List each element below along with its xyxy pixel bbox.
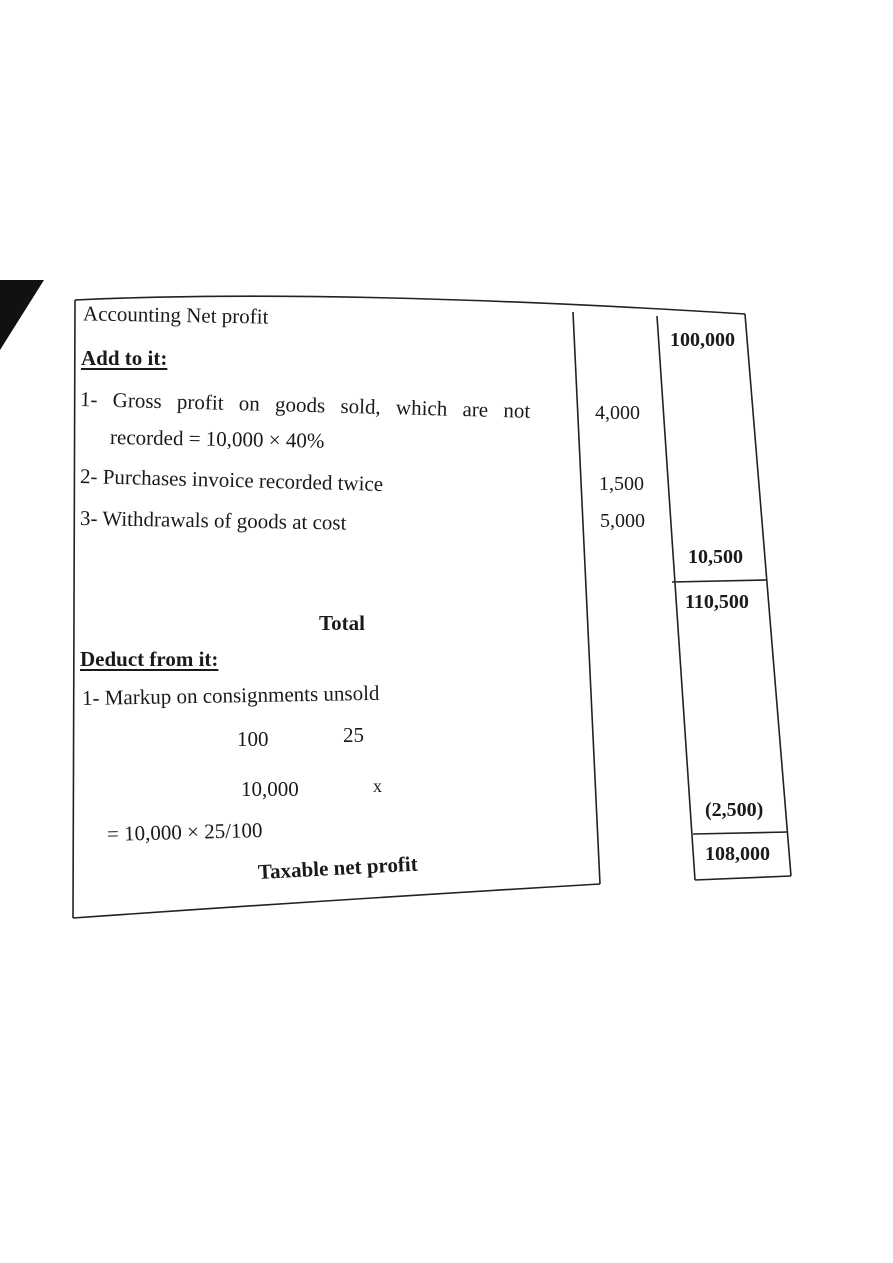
deduct-item-1-label: 1- Markup on consignments unsold — [81, 680, 380, 710]
add-item-2-label: 2- Purchases invoice recorded twice — [79, 464, 384, 496]
heading-amount: 100,000 — [670, 329, 735, 351]
add-subtotal: 10,500 — [688, 546, 743, 568]
result-amount: 108,000 — [705, 843, 770, 865]
add-item-1-amount: 4,000 — [595, 402, 640, 424]
calc-times-sign: x — [373, 776, 382, 796]
add-section-title: Add to it: — [81, 346, 168, 370]
deduct-section-title: Deduct from it: — [80, 647, 219, 671]
calc-numerator-100: 100 — [237, 727, 269, 751]
total-label: Total — [319, 611, 365, 635]
total-amount: 110,500 — [685, 591, 749, 613]
add-item-3-amount: 5,000 — [600, 510, 645, 532]
calc-numerator-25: 25 — [343, 723, 364, 747]
add-item-2-amount: 1,500 — [599, 473, 644, 495]
add-item-1-line2: recorded = 10,000 × 40% — [109, 425, 325, 453]
add-item-1-line1: 1- Gross profit on goods sold, which are not — [79, 387, 531, 423]
result-label: Taxable net profit — [257, 851, 419, 884]
heading-accounting-net-profit: Accounting Net profit — [82, 301, 269, 329]
calc-base-10000: 10,000 — [241, 777, 299, 801]
calc-formula: = 10,000 × 25/100 — [106, 817, 263, 846]
add-item-3-label: 3- Withdrawals of goods at cost — [79, 506, 347, 535]
deduct-amount: (2,500) — [705, 799, 764, 821]
